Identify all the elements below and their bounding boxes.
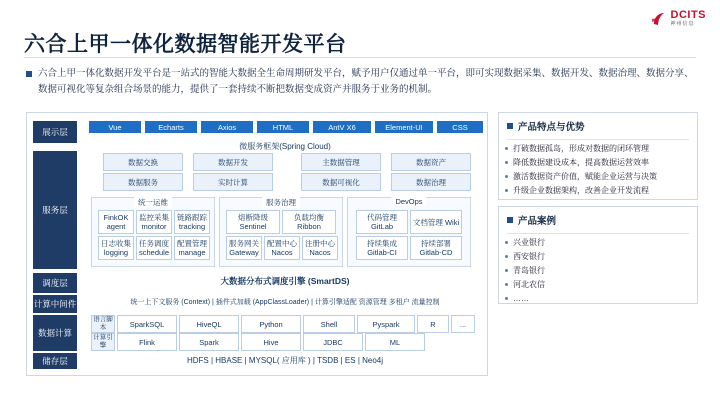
display-item-html[interactable]: HTML — [257, 121, 309, 133]
features-card — [498, 112, 698, 200]
cases-card — [498, 206, 698, 304]
ops-item-4[interactable]: 任务调度 schedule — [136, 236, 172, 260]
service-box-develop[interactable]: 数据开发 — [193, 153, 273, 171]
display-item-vue[interactable]: Vue — [89, 121, 141, 133]
compute-script-hiveql[interactable]: HiveQL — [179, 315, 239, 333]
list-item: 青岛银行 — [513, 264, 689, 278]
group-devops-title: DevOps — [391, 197, 426, 206]
panel-content — [83, 113, 487, 375]
list-item: 升级企业数据架构，改善企业开发流程 — [513, 184, 689, 198]
list-item: 西安银行 — [513, 250, 689, 264]
gov-item-2[interactable]: 服务网关 Gateway — [226, 236, 262, 260]
list-item: …… — [513, 292, 689, 306]
group-governance-title: 服务治理 — [262, 197, 300, 208]
compute-engine-flink[interactable]: Flink — [117, 333, 177, 351]
ops-item-3[interactable]: 日志收集 logging — [98, 236, 134, 260]
intro-text: 六合上甲一体化数据开发平台是一站式的智能大数据全生命周期研发平台，赋予用户仅通过单一平台，即可实现数据采集、数据开发、数据治理、数据分享、数据可视化等复杂组合场景的能力，提供了一套持续不断把数据变成资产并服务于业务的机制。 — [38, 68, 694, 96]
compute-engine-spark[interactable]: Spark — [179, 333, 239, 351]
cases-list — [499, 234, 697, 314]
scheduler-title: 大数据分布式调度引擎 (SmartDS) — [220, 276, 350, 286]
bullet-square-icon — [26, 71, 32, 77]
compute-script-more[interactable]: ... — [451, 315, 475, 333]
devops-item-3[interactable]: 持续部署 Gitlab-CD — [410, 236, 462, 260]
top-bar — [0, 0, 720, 26]
list-item: 激活数据资产价值，赋能企业运营与决策 — [513, 170, 689, 184]
gov-item-4[interactable]: 注册中心 Nacos — [302, 236, 338, 260]
framework-title: 微服务框架(Spring Cloud) — [239, 142, 331, 151]
service-box-realtime[interactable]: 实时计算 — [193, 173, 273, 191]
layer-service: 服务层 — [33, 151, 77, 269]
compute-script-r[interactable]: R — [417, 315, 449, 333]
features-list — [499, 140, 697, 206]
group-ops — [91, 197, 215, 267]
devops-item-2[interactable]: 持续集成 Gitlab-CI — [356, 236, 408, 260]
compute-label-script: 语言脚本 — [91, 315, 115, 333]
service-box-exchange[interactable]: 数据交换 — [103, 153, 183, 171]
display-item-axios[interactable]: Axios — [201, 121, 253, 133]
ops-item-2[interactable]: 链路跟踪 tracking — [174, 210, 210, 234]
service-box-governance[interactable]: 数据治理 — [391, 173, 471, 191]
architecture-panel — [26, 112, 488, 376]
compute-engine-hive[interactable]: Hive — [241, 333, 301, 351]
ops-item-0[interactable]: FinkOK agent — [98, 210, 134, 234]
brand-name-en: DCITS — [670, 9, 706, 21]
devops-item-1[interactable]: 文档管理 Wiki — [410, 210, 462, 234]
group-governance — [219, 197, 343, 267]
page-title: 六合上甲一体化数据智能开发平台 — [24, 33, 347, 56]
ops-item-1[interactable]: 监控采集 monitor — [136, 210, 172, 234]
display-item-element-ui[interactable]: Element-UI — [375, 121, 433, 133]
service-box-master[interactable]: 主数据管理 — [301, 153, 381, 171]
brand-name-cn: 神州信息 — [670, 21, 695, 27]
gov-item-3[interactable]: 配置中心 Nacos — [264, 236, 300, 260]
intro-block — [26, 66, 694, 98]
display-item-antv[interactable]: AntV X6 — [313, 121, 371, 133]
ops-item-5[interactable]: 配置管理 manage — [174, 236, 210, 260]
list-item: 河北农信 — [513, 278, 689, 292]
list-item: 兴业银行 — [513, 236, 689, 250]
cases-title: 产品案例 — [518, 216, 557, 227]
service-box-visual[interactable]: 数据可视化 — [301, 173, 381, 191]
display-item-echarts[interactable]: Echarts — [145, 121, 197, 133]
service-box-dataservice[interactable]: 数据服务 — [103, 173, 183, 191]
devops-item-0[interactable]: 代码管理 GitLab — [356, 210, 408, 234]
compute-script-sparksql[interactable]: SparkSQL — [117, 315, 177, 333]
compute-script-python[interactable]: Python — [241, 315, 301, 333]
layer-display: 展示层 — [33, 121, 77, 143]
features-title: 产品特点与优势 — [518, 122, 585, 133]
title-divider — [24, 57, 696, 58]
brand-text — [671, 10, 707, 27]
list-item: 降低数据建设成本，提高数据运营效率 — [513, 156, 689, 170]
group-devops — [347, 197, 471, 267]
layer-storage: 储存层 — [33, 353, 77, 369]
display-item-css[interactable]: CSS — [437, 121, 483, 133]
service-box-asset[interactable]: 数据资产 — [391, 153, 471, 171]
storage-row: HDFS | HBASE | MYSQL( 应用库 ) | TSDB | ES | Neo4j — [186, 356, 384, 365]
compute-script-pyspark[interactable]: Pyspark — [357, 315, 415, 333]
compute-engine-jdbc[interactable]: JDBC — [303, 333, 363, 351]
compute-label-engine: 计算引擎 — [91, 333, 115, 351]
layer-schedule: 调度层 — [33, 273, 77, 293]
features-bullet-icon — [507, 123, 513, 129]
brand-logo — [651, 10, 707, 27]
group-ops-title: 统一运维 — [134, 197, 172, 208]
logo-mark-icon — [651, 11, 667, 27]
compute-script-shell[interactable]: Shell — [303, 315, 355, 333]
features-header — [499, 113, 697, 135]
list-item: 打破数据孤岛，形成对数据的闭环管理 — [513, 142, 689, 156]
layer-column — [27, 113, 82, 375]
layer-compute: 数据计算 — [33, 315, 77, 351]
compute-engine-ml[interactable]: ML — [365, 333, 425, 351]
gov-item-0[interactable]: 熔断降级 Sentinel — [226, 210, 280, 234]
cases-header — [499, 207, 697, 229]
cases-bullet-icon — [507, 217, 513, 223]
gov-item-1[interactable]: 负载均衡 Ribbon — [282, 210, 336, 234]
layer-middleware: 计算中间件 — [33, 295, 77, 313]
scheduler-subtitle: 统一上下文服务 (Context) | 插件式加载 (AppClassLoader) | 计算引擎适配 资源管理 多租户 流量控制 — [130, 299, 440, 306]
